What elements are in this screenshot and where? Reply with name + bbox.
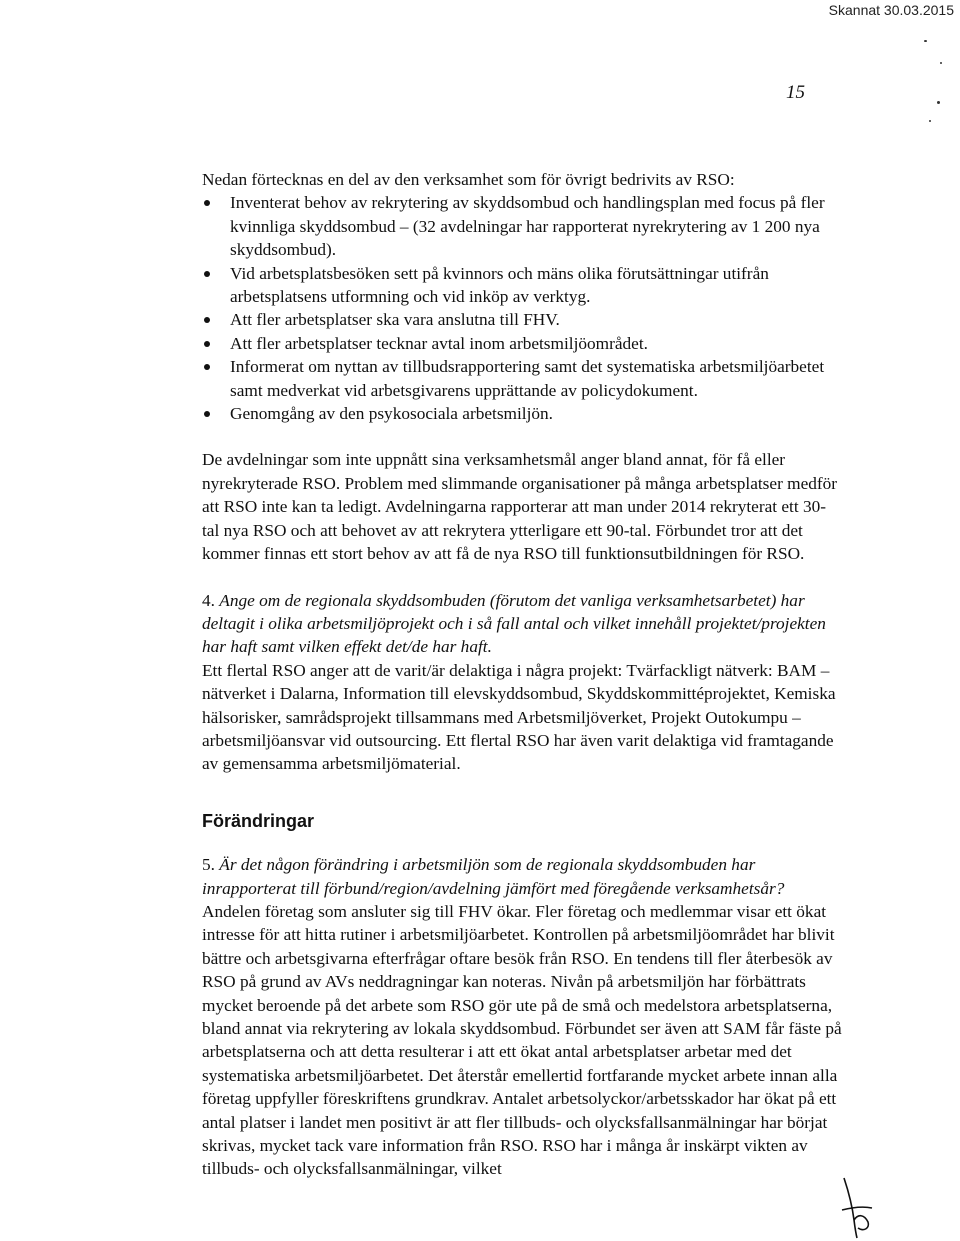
bullet-icon bbox=[204, 317, 210, 323]
list-item bbox=[202, 308, 842, 331]
bullet-icon bbox=[204, 271, 210, 277]
scan-speck bbox=[924, 40, 927, 42]
scan-stamp: Skannat 30.03.2015 bbox=[828, 2, 954, 18]
list-item-text: Att fler arbetsplatser ska vara anslutna till FHV. bbox=[230, 310, 560, 330]
list-item bbox=[202, 262, 842, 309]
bullet-icon bbox=[204, 411, 210, 417]
goals-paragraph: De avdelningar som inte uppnått sina verksamhetsmål anger bland annat, för få eller nyrekryterade RSO. Problem med slimmande organisationer på många arbetsplatser medför att RSO inte kan ta ledigt. Avdelningarna rapporterar att man under 2014 rekryterat ett 30-tal nya RSO och att behovet av att rekrytera ytterligare ett 90-tal. Förbundet tror att det kommer finnas ett stort behov av att få de nya RSO till funktionsutbildningen för RSO. bbox=[202, 450, 838, 564]
document-body bbox=[202, 168, 842, 1181]
bullet-icon bbox=[204, 200, 210, 206]
list-item-text: Informerat om nyttan av tillbudsrapportering samt det systematiska arbetsmiljöarbetet samt medverkat vid arbetsgivarens upprättande av policydokument. bbox=[230, 357, 825, 400]
answer-5: Andelen företag som ansluter sig till FHV ökar. Fler företag och medlemmar visar ett ökat intresse för att hitta rutiner i arbetsmiljöarbetet. Kontrollen på arbetsmiljöområdet har blivit bättre och arbetsgivarna efterfrågar oftare besök från RSO. En tendens till fler återbesök av RSO på grund av AVs neddragningar kan noteras. Nivån på arbetsmiljön har förbättrats mycket beroende på det arbete som RSO gör ute på de små och medelstora arbetsplatserna, bland annat via rekrytering av lokala skyddsombud. Förbundet ser även att SAM får fäste på arbetsplatserna och att detta resulterar i att ett ökat antal arbetsplatser arbetar med det systematiska arbetsmiljöarbetet. Det återstår emellertid fortfarande mycket arbete innan alla företag uppfyller föreskriftens grundkrav. Antalet arbetsolyckor/arbetsskador har ökat på ett antal platser i landet men positivt är att fler tillbuds- och olycksfallsanmälningar har börjat skrivas, mycket tack vare information från RSO. RSO har i många år inskärpt vikten av tillbuds- och olycksfallsanmälningar, vilket bbox=[202, 901, 842, 1179]
list-item bbox=[202, 191, 842, 261]
list-item-text: Vid arbetsplatsbesöken sett på kvinnors och mäns olika förutsättningar utifrån arbetsplatsens utformning och vid inköp av verktyg. bbox=[230, 263, 769, 307]
list-item bbox=[202, 402, 842, 425]
answer-4: Ett flertal RSO anger att de varit/är delaktiga i några projekt: Tvärfackligt nätverk: BAM – nätverket i Dalarna, Information till elevskyddsombud, Skyddskommittéprojektet, Kemiska hälsorisker, samrådsprojekt tillsammans med Arbetsmiljöverket, Projekt Outokumpu – arbetsmiljöansvar vid outsourcing. Ett flertal RSO har även varit delaktiga vid framtagande av gemensamma arbetsmiljömaterial. bbox=[202, 660, 836, 774]
section-heading: Förändringar bbox=[202, 810, 315, 831]
question-5 bbox=[202, 853, 842, 900]
question-4-number: 4. bbox=[202, 590, 215, 610]
list-item bbox=[202, 332, 842, 355]
bullet-icon bbox=[204, 364, 210, 370]
scan-speck bbox=[937, 101, 940, 104]
question-4-text: Ange om de regionala skyddsombuden (förutom det vanliga verksamhetsarbetet) har deltagit i olika arbetsmiljöprojekt och i så fall antal och vilket innehåll projektet/projekten har haft samt vilken effekt det/de har haft. bbox=[202, 590, 826, 657]
list-item-text: Genomgång av den psykosociala arbetsmiljön. bbox=[230, 404, 553, 424]
list-item bbox=[202, 355, 842, 402]
activity-list bbox=[202, 191, 842, 425]
intro-text: Nedan förtecknas en del av den verksamhet som för övrigt bedrivits av RSO: bbox=[202, 170, 735, 189]
list-item-text: Inventerat behov av rekrytering av skyddsombud och handlingsplan med focus på fler kvinnliga skyddsombud – (32 avdelningar har rapporterat nyrekrytering av 1 200 nya skyddsombud). bbox=[230, 193, 825, 260]
list-item-text: Att fler arbetsplatser tecknar avtal inom arbetsmiljöområdet. bbox=[230, 333, 648, 353]
scan-speck bbox=[940, 62, 942, 64]
question-5-text: Är det någon förändring i arbetsmiljön som de regionala skyddsombuden har inrapporterat till förbund/region/avdelning jämfört med föregående verksamhetsår? bbox=[202, 855, 785, 898]
question-5-number: 5. bbox=[202, 855, 215, 875]
scan-speck bbox=[929, 120, 931, 122]
handwritten-initials bbox=[838, 1170, 878, 1240]
bullet-icon bbox=[204, 341, 210, 347]
page-number: 15 bbox=[786, 82, 805, 103]
question-4 bbox=[202, 589, 842, 659]
